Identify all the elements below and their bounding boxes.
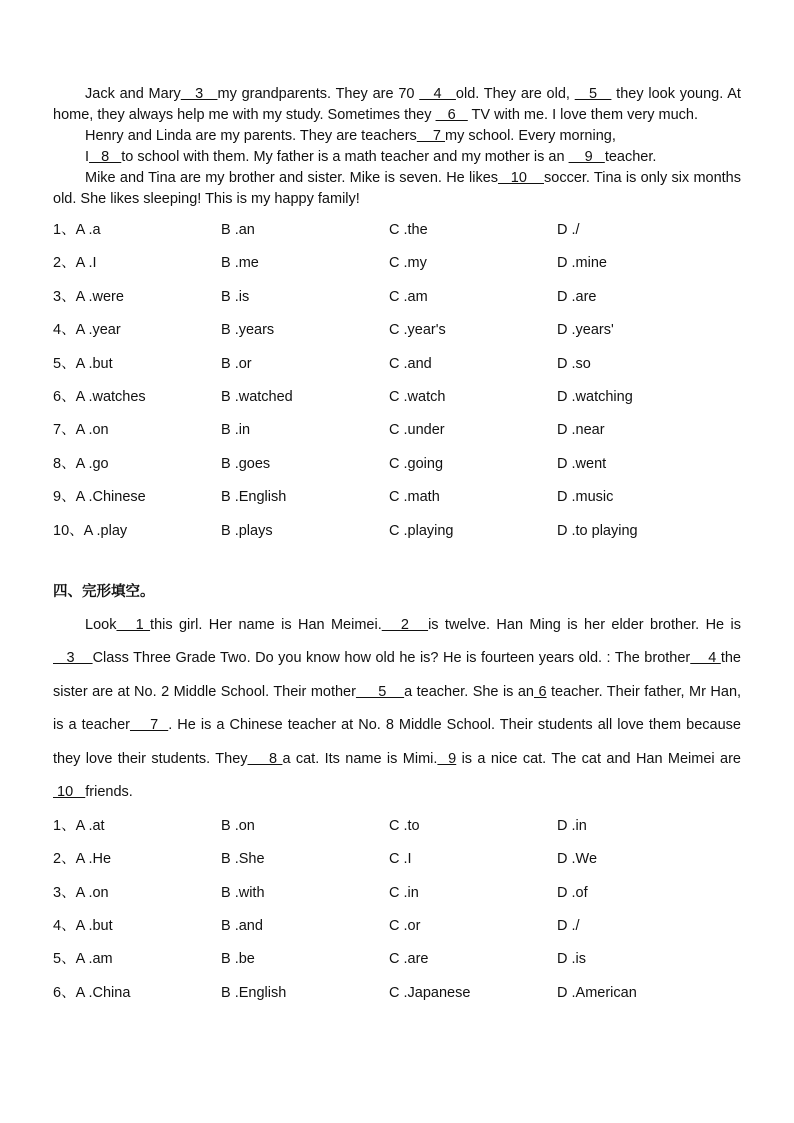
option-d[interactable]: D .in xyxy=(557,817,587,834)
question-row xyxy=(53,977,741,1010)
option-a[interactable]: 5、A .but xyxy=(53,355,113,372)
option-c[interactable]: C .watch xyxy=(389,388,446,405)
passage-text: friends. xyxy=(85,784,133,801)
answer-blank[interactable]: 5 xyxy=(355,683,405,700)
option-b[interactable]: B .English xyxy=(221,489,287,506)
option-a[interactable]: 4、A .year xyxy=(53,322,121,339)
option-b[interactable]: B .on xyxy=(221,817,255,834)
option-b[interactable]: B .with xyxy=(221,884,265,901)
option-a[interactable]: 2、A .He xyxy=(53,851,112,868)
option-c[interactable]: C .or xyxy=(389,918,421,935)
answer-blank[interactable]: 2 xyxy=(381,616,429,633)
option-d[interactable]: D ./ xyxy=(557,918,580,935)
answer-blank[interactable]: 3 xyxy=(53,650,93,667)
question-row xyxy=(53,910,741,943)
answer-blank[interactable]: 10 xyxy=(53,784,86,801)
question-row xyxy=(53,414,741,447)
cloze-passage-han-meimei xyxy=(53,609,741,810)
passage-text: my school. Every morning, xyxy=(445,128,616,144)
passage-text: they look young. At home, they always help me with my study. Sometimes they xyxy=(53,86,741,123)
option-b[interactable]: B .and xyxy=(221,918,263,935)
option-c[interactable]: C .year's xyxy=(389,322,446,339)
answer-blank[interactable]: 3 xyxy=(180,86,218,102)
option-d[interactable]: D .watching xyxy=(557,388,633,405)
question-list-family xyxy=(53,214,741,548)
passage-text: Mike and Tina are my brother and sister. Mike is seven. He likes xyxy=(85,170,499,186)
option-b[interactable]: B .me xyxy=(221,255,259,272)
option-c[interactable]: C .playing xyxy=(389,522,454,539)
cloze-passage-family xyxy=(53,84,741,210)
passage-text: Look xyxy=(85,616,117,633)
option-c[interactable]: C .are xyxy=(389,951,429,968)
passage-text: I xyxy=(85,149,90,165)
passage-text: Class Three Grade Two. Do you know how old he is? He is fourteen years old. : The brother xyxy=(92,650,691,667)
option-b[interactable]: B .is xyxy=(221,288,250,305)
option-a[interactable]: 6、A .watches xyxy=(53,388,146,405)
passage-text: this girl. Her name is Han Meimei. xyxy=(150,616,382,633)
passage-text: teacher. xyxy=(604,149,657,165)
option-d[interactable]: D ./ xyxy=(557,222,580,238)
option-a[interactable]: 4、A .but xyxy=(53,918,113,935)
option-b[interactable]: B .She xyxy=(221,851,265,868)
passage-text: soccer. Tina is only six months old. She likes sleeping! This is my happy family! xyxy=(53,170,741,207)
passage-paragraph xyxy=(53,84,741,126)
option-d[interactable]: D .American xyxy=(557,984,637,1001)
passage-paragraph xyxy=(53,147,741,168)
passage-text: a cat. Its name is Mimi. xyxy=(282,750,438,767)
option-d[interactable]: D .mine xyxy=(557,255,607,272)
option-d[interactable]: D .to playing xyxy=(557,522,638,539)
option-b[interactable]: B .or xyxy=(221,355,252,372)
option-c[interactable]: C .I xyxy=(389,851,412,868)
question-row xyxy=(53,314,741,347)
question-row xyxy=(53,515,741,548)
question-row xyxy=(53,381,741,414)
option-d[interactable]: D .music xyxy=(557,489,614,506)
option-a[interactable]: 9、A .Chinese xyxy=(53,489,146,506)
option-b[interactable]: B .watched xyxy=(221,388,293,405)
answer-blank[interactable]: 6 xyxy=(534,683,547,700)
answer-blank[interactable]: 6 xyxy=(435,107,468,123)
option-d[interactable]: D .We xyxy=(557,851,598,868)
option-d[interactable]: D .of xyxy=(557,884,588,901)
answer-blank[interactable]: 7 xyxy=(416,128,446,144)
option-d[interactable]: D .went xyxy=(557,455,607,472)
answer-blank[interactable]: 4 xyxy=(690,650,721,667)
option-a[interactable]: 3、A .were xyxy=(53,288,124,305)
option-b[interactable]: B .plays xyxy=(221,522,273,539)
option-d[interactable]: D .is xyxy=(557,951,586,968)
option-b[interactable]: B .years xyxy=(221,322,275,339)
passage-text: a teacher. She is an xyxy=(404,683,535,700)
question-row xyxy=(53,843,741,876)
passage-text: is a nice cat. The cat and Han Meimei are xyxy=(456,750,741,767)
passage-text: Henry and Linda are my parents. They are teachers xyxy=(85,128,417,144)
answer-blank[interactable]: 9 xyxy=(568,149,605,165)
answer-blank[interactable]: 4 xyxy=(419,86,456,102)
passage-text: old. They are old, xyxy=(455,86,575,102)
question-row xyxy=(53,247,741,280)
option-b[interactable]: B .in xyxy=(221,422,251,439)
passage-text: TV with me. I love them very much. xyxy=(467,107,698,123)
option-a[interactable]: 6、A .China xyxy=(53,984,131,1001)
option-c[interactable]: C .my xyxy=(389,255,427,272)
passage-text: is twelve. Han Ming is her elder brother. He is xyxy=(428,616,741,633)
worksheet-page xyxy=(53,84,741,1010)
passage-paragraph xyxy=(53,168,741,210)
option-a[interactable]: 1、A .a xyxy=(53,222,101,238)
question-row xyxy=(53,448,741,481)
question-row xyxy=(53,348,741,381)
option-d[interactable]: D .are xyxy=(557,288,597,305)
passage-text: the sister are at No. 2 Middle School. Their mother xyxy=(53,650,741,700)
passage-text: . He is a Chinese teacher at No. 8 Middle School. Their students all love them because they love their students. They xyxy=(53,717,741,767)
option-a[interactable]: 7、A .on xyxy=(53,422,109,439)
option-d[interactable]: D .so xyxy=(557,355,591,372)
section-heading: 四、完形填空。 xyxy=(53,583,155,600)
option-a[interactable]: 8、A .go xyxy=(53,455,109,472)
answer-blank[interactable]: 5 xyxy=(574,86,612,102)
option-a[interactable]: 3、A .on xyxy=(53,884,109,901)
option-c[interactable]: C .to xyxy=(389,817,420,834)
option-c[interactable]: C .going xyxy=(389,455,444,472)
option-b[interactable]: B .be xyxy=(221,951,255,968)
option-b[interactable]: B .English xyxy=(221,984,287,1001)
option-a[interactable]: 2、A .I xyxy=(53,255,97,272)
option-c[interactable]: C .the xyxy=(389,222,428,238)
option-a[interactable]: 10、A .play xyxy=(53,522,128,539)
option-c[interactable]: C .under xyxy=(389,422,445,439)
option-b[interactable]: B .an xyxy=(221,222,255,238)
answer-blank[interactable]: 10 xyxy=(498,170,544,186)
option-c[interactable]: C .in xyxy=(389,884,419,901)
answer-blank[interactable]: 1 xyxy=(116,616,151,633)
passage-text: my grandparents. They are 70 xyxy=(217,86,420,102)
option-c[interactable]: C .Japanese xyxy=(389,984,471,1001)
option-c[interactable]: C .am xyxy=(389,288,428,305)
passage-text: Jack and Mary xyxy=(85,86,181,102)
question-list-han-meimei xyxy=(53,810,741,1010)
question-row xyxy=(53,943,741,976)
option-a[interactable]: 1、A .at xyxy=(53,817,105,834)
passage-text: teacher. Their father, Mr Han, is a teacher xyxy=(53,683,742,734)
question-row xyxy=(53,877,741,910)
answer-blank[interactable]: 8 xyxy=(247,750,283,767)
answer-blank[interactable]: 7 xyxy=(129,717,169,734)
option-c[interactable]: C .and xyxy=(389,355,432,372)
passage-paragraph xyxy=(53,126,741,147)
option-c[interactable]: C .math xyxy=(389,489,440,506)
question-row xyxy=(53,281,741,314)
passage-text: to school with them. My father is a math teacher and my mother is an xyxy=(121,149,569,165)
option-a[interactable]: 5、A .am xyxy=(53,951,113,968)
option-b[interactable]: B .goes xyxy=(221,455,271,472)
question-row xyxy=(53,810,741,843)
question-row xyxy=(53,481,741,514)
question-row xyxy=(53,214,741,247)
option-d[interactable]: D .years' xyxy=(557,322,614,339)
answer-blank[interactable]: 8 xyxy=(89,149,122,165)
answer-blank[interactable]: 9 xyxy=(437,750,457,767)
option-d[interactable]: D .near xyxy=(557,422,605,439)
